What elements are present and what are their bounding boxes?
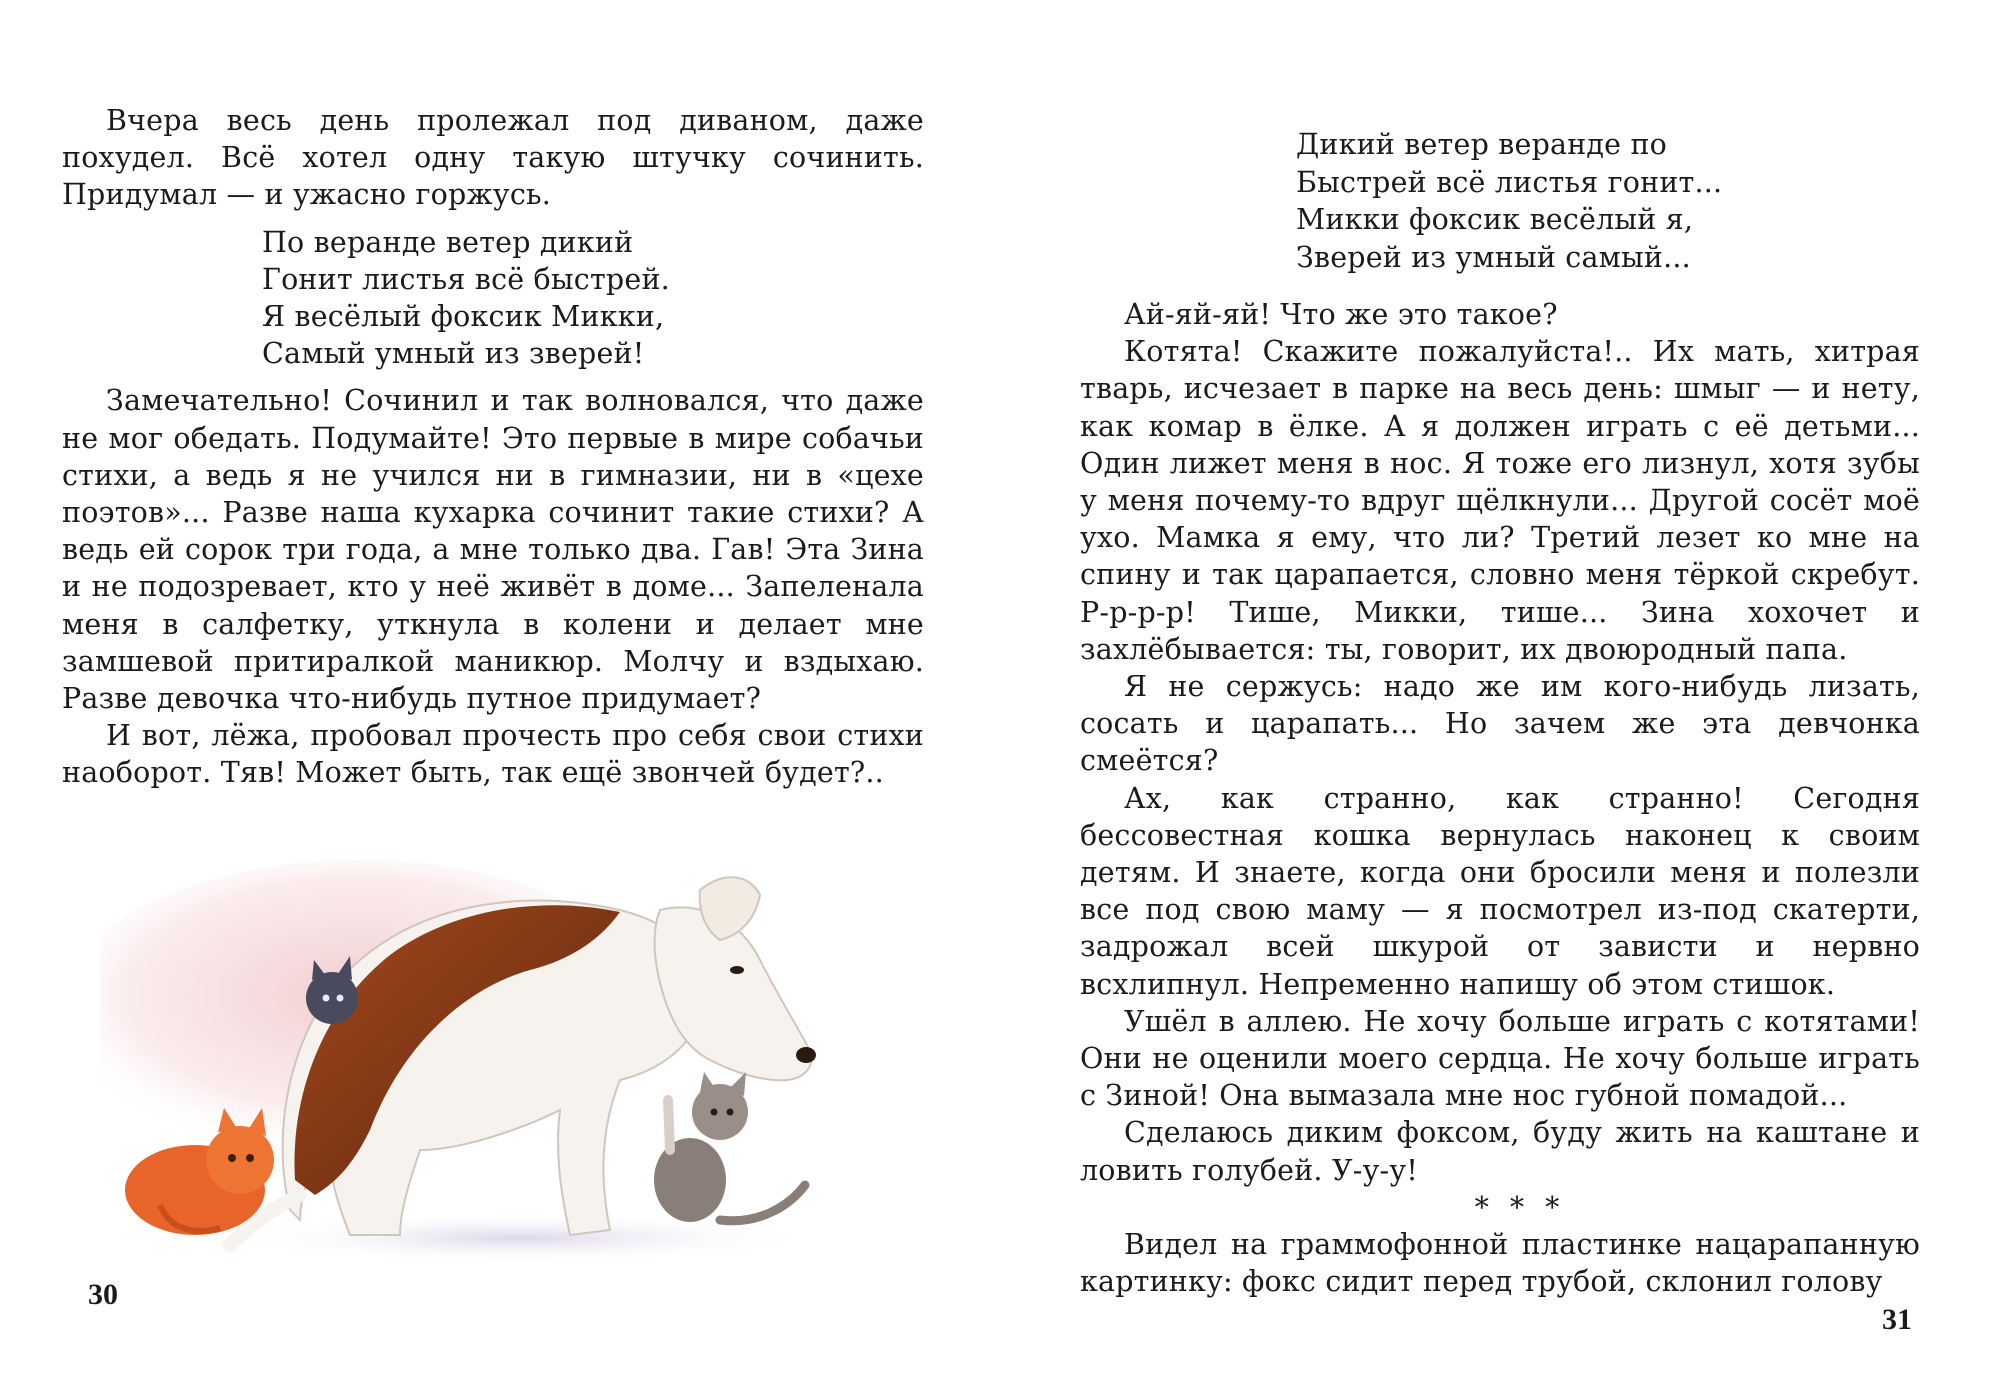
left-paragraph-3: И вот, лёжа, пробовал прочесть про себя свои стихи наоборот. Тяв! Может быть, так ещё звончей будет?.. xyxy=(62,719,924,790)
page-number-right: 31 xyxy=(1882,1303,1912,1336)
right-poem xyxy=(1296,126,1722,276)
section-separator: * * * xyxy=(1474,1190,1566,1224)
page-number-left: 30 xyxy=(88,1278,118,1311)
left-poem xyxy=(62,224,924,373)
poem-line: Я весёлый фоксик Микки, xyxy=(262,300,665,334)
right-paragraph-7: Видел на граммофонной пластинке нацарапанную картинку: фокс сидит перед трубой, склонил голову xyxy=(1080,1228,1920,1299)
poem-line: Гонит листья всё быстрей. xyxy=(262,262,670,296)
right-paragraph-4: Ах, как странно, как странно! Сегодня бессовестная кошка вернулась наконец к своим детям. И знаете, когда они бросили меня и полезли все под свою маму — я посмотрел из-под скатерти, задрожал всей шкурой от зависти и нервно всхлипнул. Непременно напишу об этом стишок. xyxy=(1080,781,1920,1001)
poem-line: Микки фоксик весёлый я, xyxy=(1296,203,1694,237)
left-paragraph-2: Замечательно! Сочинил и так волновался, что даже не мог обедать. Подумайте! Это первые в мире собачьи стихи, а ведь я не учился ни в гимназии, ни в «цехе поэтов»... Разве наша кухарка сочинит такие стихи? А ведь ей сорок три года, а мне только два. Гав! Эта Зина и не подозревает, кто у неё живёт в доме... Запеленала меня в салфетку, уткнула в колени и делает мне замшевой притиралкой маникюр. Молчу и вздыхаю. Разве девочка что-нибудь путное придумает? xyxy=(62,384,924,716)
grey-kitten xyxy=(654,1072,805,1222)
poem-line: По веранде ветер дикий xyxy=(262,225,634,259)
right-paragraph-2: Котята! Скажите пожалуйста!.. Их мать, хитрая тварь, исчезает в парке на весь день: шмыг — и нету, как комар в ёлке. А я должен играть с её детьми... Один лижет меня в нос. Я тоже его лизнул, хотя зубы у меня почему-то вдруг щёлкнули... Другой сосёт моё ухо. Мамка я ему, что ли? Третий лезет ко мне на спину и так царапается, словно меня тёркой скребут. Р-р-р-р! Тише, Микки, тише... Зина хохочет и захлёбывается: ты, говорит, их двоюродный папа. xyxy=(1080,335,1920,666)
left-intro-paragraph: Вчера весь день пролежал под диваном, даже похудел. Всё хотел одну такую штучку сочинить. Придумал — и ужасно горжусь. xyxy=(62,104,924,212)
poem-line: Дикий ветер веранде по xyxy=(1296,128,1668,161)
right-paragraph-1: Ай-яй-яй! Что же это такое? xyxy=(1124,298,1558,331)
right-paragraph-3: Я не сержусь: надо же им кого-нибудь лизать, сосать и царапать... Но зачем же эта девчонка смеётся? xyxy=(1080,670,1920,778)
fox-terrier-with-kittens-illustration xyxy=(100,850,840,1270)
poem-line: Самый умный из зверей! xyxy=(262,337,645,371)
poem-line: Быстрей всё листья гонит... xyxy=(1296,165,1723,199)
dog-eye xyxy=(730,966,744,974)
right-page-text xyxy=(1080,296,1920,1300)
left-page-text xyxy=(62,102,924,792)
right-paragraph-6: Сделаюсь диким фоксом, буду жить на каштане и ловить голубей. У-у-у! xyxy=(1080,1116,1920,1187)
right-page xyxy=(1000,0,2000,1373)
dog-nose xyxy=(796,1047,816,1063)
right-paragraph-5: Ушёл в аллею. Не хочу больше играть с котятами! Они не оценили моего сердца. Не хочу больше играть с Зиной! Она вымазала мне нос губной помадой... xyxy=(1080,1004,1920,1113)
poem-line: Зверей из умный самый... xyxy=(1296,240,1691,274)
